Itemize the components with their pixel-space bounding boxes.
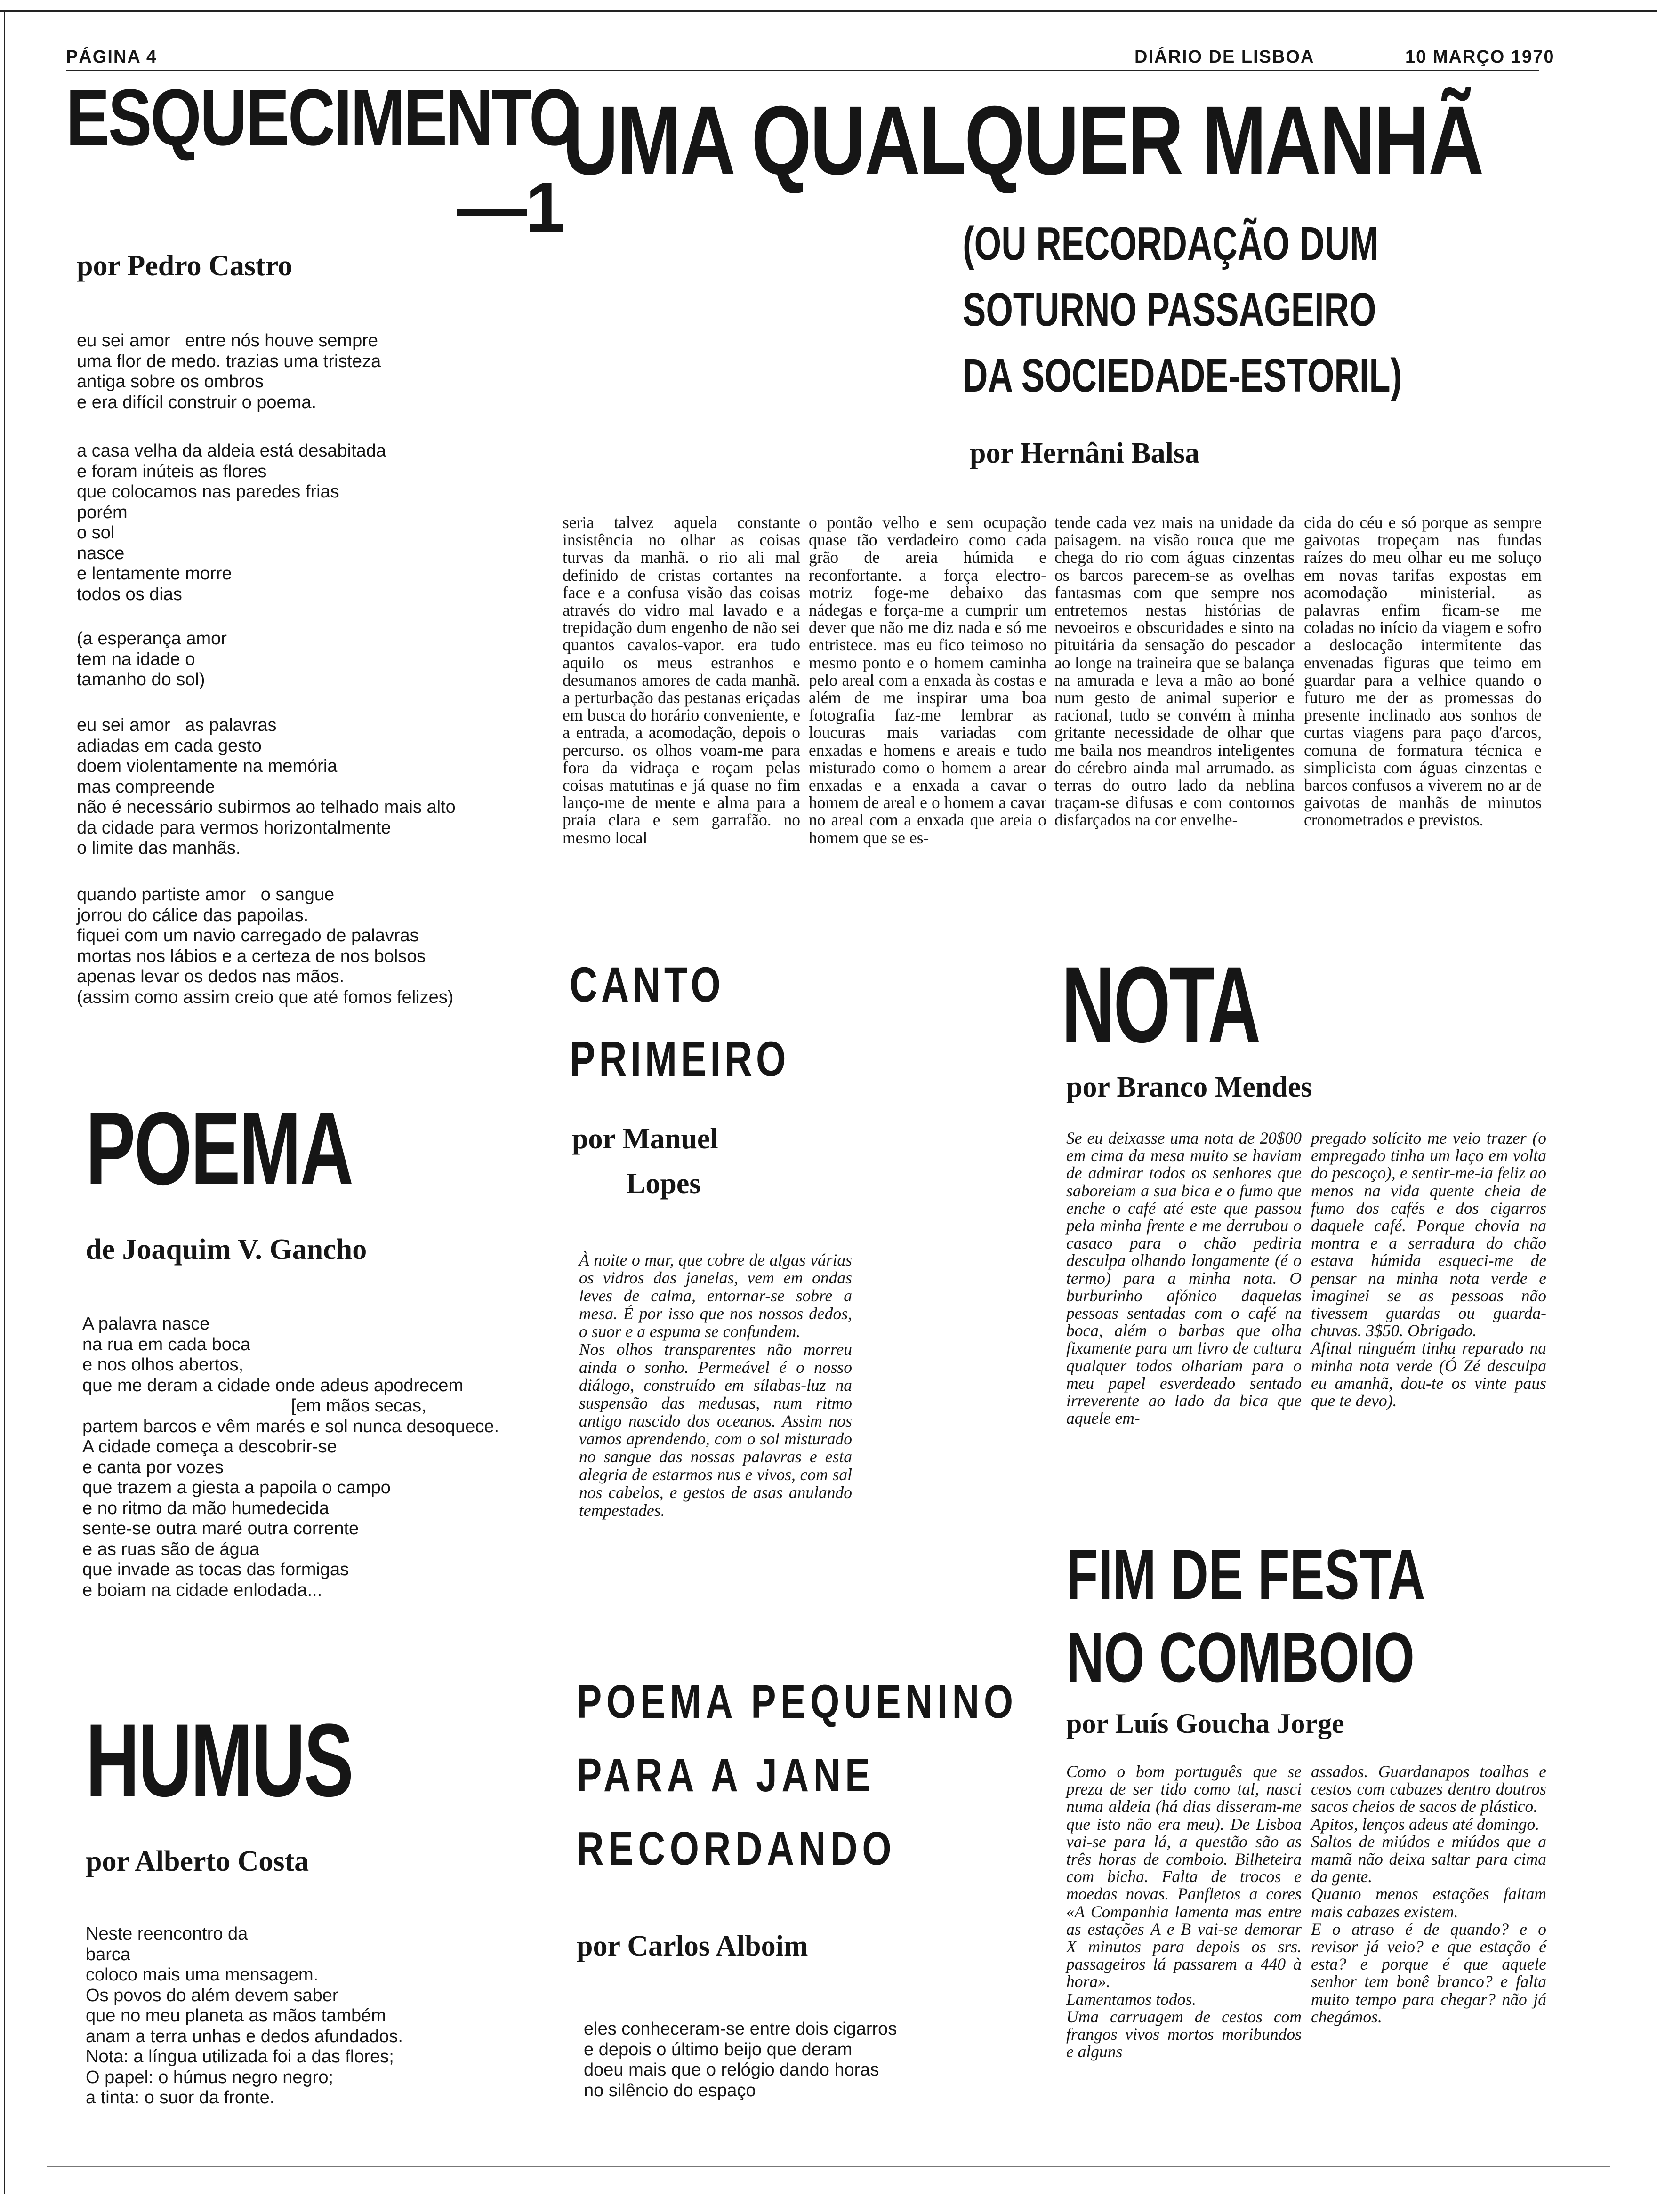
header-rule bbox=[66, 70, 1539, 71]
manha-column-4: cida do céu e só porque as sempre gaivotas tropeçam nas fundas raízes do meu olhar eu me soluço em novas tarifas expostas em acomodação ministerial. as palavras enfim ficam-se me coladas no início da viagem e sofro a deslocação intermitente das envenadas figuras que teimo em guardar para a velhice quando o futuro me der as promessas do presente inclinado aos sonhos de curtas viagens para paço d'arcos, comuna de formatura técnica e simplicista com águas cinzentas e barcos confusos a viverem no ar de gaivotas de manhãs de minutos cronometrados e previstos. bbox=[1304, 513, 1542, 830]
pequenino-title-2: PARA A JANE bbox=[577, 1749, 875, 1802]
newspaper-name: DIÁRIO DE LISBOA bbox=[1134, 47, 1315, 67]
poema-title: POEMA bbox=[86, 1090, 353, 1206]
esquecimento-stanza-3: (a esperança amor tem na idade o tamanho do sol) bbox=[77, 629, 227, 689]
page-number: PÁGINA 4 bbox=[66, 47, 158, 67]
esquecimento-stanza-2: a casa velha da aldeia está desabitada e foram inúteis as flores que colocamos nas paredes frias porém o sol nasce e lentamente morre todos os dias bbox=[77, 441, 386, 604]
issue-date: 10 MARÇO 1970 bbox=[1405, 47, 1555, 67]
esquecimento-title-number: —1 bbox=[457, 168, 563, 247]
esquecimento-stanza-5: quando partiste amor o sangue jorrou do cálice das papoilas. fiquei com um navio carregado de palavras mortas nos lábios e a certeza de nos bolsos apenas levar os dedos nas mãos. (assim como assim creio que até fomos felizes) bbox=[77, 885, 454, 1007]
nota-byline: por Branco Mendes bbox=[1066, 1071, 1312, 1103]
nota-title: NOTA bbox=[1062, 944, 1260, 1065]
left-border bbox=[4, 10, 5, 2194]
pequenino-title-1: POEMA PEQUENINO bbox=[577, 1675, 1018, 1728]
festa-column-2: assados. Guardanapos toalhas e cestos com cabazes dentro doutros sacos cheios de sacos de plástico. Apitos, lenços adeus até domingo. Saltos de miúdos e miúdos que a mamã não deixa saltar para cima da gente. Quanto menos estações faltam mais cabazes existem. E o atraso é de quando? e o revisor já veio? e que estação é esta? e porque é que aquele senhor tem bonê branco? e falta muito tempo para chegar? não já chegámos. bbox=[1311, 1762, 1546, 2026]
esquecimento-title: ESQUECIMENTO bbox=[66, 73, 579, 162]
manha-title: UMA QUALQUER MANHÃ bbox=[563, 86, 1483, 195]
nota-column-2: pregado solícito me veio trazer (o empregado tinha um laço em volta do pescoço), e sentir-me-ia feliz ao menos na vida quente cheia de fumo dos cafés e dos cigarros daquele café. Porque chovia na montra e a serradura do chão estava húmida esqueci-me de pensar na minha nota verde e imaginei se as pessoas não tivessem guardas ou guarda-chuvas. 3$50. Obrigado. Afinal ninguém tinha reparado na minha nota verde (Ó Zé desculpa eu amanhã, dou-te os vinte paus que te devo). bbox=[1311, 1129, 1546, 1411]
canto-text: À noite o mar, que cobre de algas várias os vidros das janelas, vem em ondas leves de calma, entornar-se sobre a mesa. É por isso que nos nossos dedos, o suor e a espuma se confundem. Nos olhos transparentes não morreu ainda o sonho. Permeável é o nosso diálogo, construído em sílabas-luz na suspensão das medusas, num ritmo antigo nascido dos oceanos. Assim nos vamos aprendendo, com o sol misturado no sangue das nossas palavras e esta alegria de estarmos nus e vivos, com sal nos cabelos, e gestos de asas anulando tempestades. bbox=[579, 1250, 852, 1520]
nota-column-1: Se eu deixasse uma nota de 20$00 em cima da mesa muito se haviam de admirar todos os senhores que saboreiam a sua bica e o fumo que enche o café até este que passou pela minha frente e me derrubou o casaco para o chão pediria desculpa olhando longamente (é o termo) para a minha nota. O burburinho afónico daquelas pessoas sentadas com o café na boca, além o barbas que olha fixamente para um livro de cultura qualquer todos olhariam para o meu papel esverdeado sentado irreverente ao lado da bica que aquele em- bbox=[1066, 1129, 1302, 1428]
canto-title-1: CANTO bbox=[570, 957, 724, 1012]
pequenino-byline: por Carlos Alboim bbox=[577, 1930, 808, 1962]
manha-column-1: seria talvez aquela constante insistência no olhar as coisas turvas da manhã. o rio ali mal definido de cristas cortantes na face e a confusa visão das coisas através do vidro mal lavado e a trepidação dum engenho de não sei quantos cavalos-vapor. era tudo aquilo os meus estranhos e desumanos amores de cada manhã. a perturbação das pestanas eriçadas em busca do horário conveniente, e a entrada, a acomodação, depois o percurso. os olhos voam-me para fora da vidraça e roçam pelas coisas matutinas e já quase no fim lanço-me de mente e alma para a praia clara e sem garrafão. no mesmo local bbox=[563, 513, 800, 847]
esquecimento-stanza-4: eu sei amor as palavras adiadas em cada gesto doem violentamente na memória mas compreende não é necessário subirmos ao telhado mais alto da cidade para vermos horizontalmente o limite das manhãs. bbox=[77, 715, 456, 858]
poema-byline: de Joaquim V. Gancho bbox=[86, 1234, 367, 1266]
manha-column-3: tende cada vez mais na unidade da paisagem. na visão rouca que me chega do rio com águas cinzentas os barcos parecem-se as ovelhas fantasmas com que sempre nos entretemos nestas histórias de nevoeiros e obscuridades e sinto na pituitária da sensação do pescador ao longe na traineira que se balança na amurada e leva a mão ao boné num gesto de animal superior e racional, tudo se convém à minha gritante necessidade de olhar que me baila nos meandros inteligentes do cérebro ainda mal arrumado. as terras do outro lado da neblina traçam-se difusas e com contornos disfarçados na cor envelhe- bbox=[1054, 513, 1295, 830]
humus-title: HUMUS bbox=[86, 1702, 353, 1818]
canto-byline-1: por Manuel bbox=[572, 1123, 718, 1155]
festa-column-1: Como o bom português que se preza de ser tido como tal, nasci numa aldeia (há dias disseram-me que isto não era meu). De Lisboa vai-se para lá, a questão são as três horas de comboio. Bilheteira com bicha. Falta de trocos e moedas novas. Panfletos a cores «A Companhia lamenta mas entre as estações A e B vai-se demorar X minutos para depois os srs. passageiros lá passarem a 440 à hora». Lamentamos todos. Uma carruagem de cestos com frangos vivos mortos moribundos e alguns bbox=[1066, 1762, 1302, 2061]
esquecimento-byline: por Pedro Castro bbox=[77, 250, 293, 282]
pequenino-title-3: RECORDANDO bbox=[577, 1822, 896, 1875]
manha-subtitle-2: SOTURNO PASSAGEIRO bbox=[963, 283, 1376, 336]
esquecimento-stanza-1: eu sei amor entre nós houve sempre uma flor de medo. trazias uma tristeza antiga sobre os ombros e era difícil construir o poema. bbox=[77, 331, 381, 412]
pequenino-text: eles conheceram-se entre dois cigarros e depois o último beijo que deram doeu mais que o relógio dando horas no silêncio do espaço bbox=[584, 2019, 897, 2100]
bottom-rule bbox=[47, 2166, 1610, 2167]
top-border bbox=[0, 10, 1657, 12]
manha-subtitle-1: (OU RECORDAÇÃO DUM bbox=[963, 217, 1379, 270]
manha-byline: por Hernâni Balsa bbox=[970, 437, 1200, 469]
festa-title-1: FIM DE FESTA bbox=[1066, 1535, 1425, 1614]
humus-text: Neste reencontro da barca coloco mais uma mensagem. Os povos do além devem saber que no meu planeta as mãos também anam a terra unhas e dedos afundados. Nota: a língua utilizada foi a das flores; O papel: o húmus negro negro; a tinta: o suor da fronte. bbox=[86, 1924, 403, 2108]
canto-byline-2: Lopes bbox=[626, 1168, 701, 1200]
humus-byline: por Alberto Costa bbox=[86, 1845, 309, 1877]
canto-title-2: PRIMEIRO bbox=[570, 1032, 790, 1087]
manha-column-2: o pontão velho e sem ocupação quase tão verdadeiro como cada grão de areia húmida e reconfortante. a força electro-motriz foge-me debaixo das nádegas e força-me a cumprir um dever que não me diz nada e só me entristece. mas eu fico teimoso no mesmo ponto e o homem caminha pelo areal com a enxada às costas e além de me inspirar uma boa fotografia faz-me lembrar as loucuras mais variadas com enxadas e homens e areais e tudo misturado como o homem a arear enxadas e a enxada a cavar o homem de areal e o homem a cavar no areal com a enxada que areia o homem que se es- bbox=[809, 513, 1046, 847]
festa-byline: por Luís Goucha Jorge bbox=[1066, 1708, 1344, 1739]
festa-title-2: NO COMBOIO bbox=[1066, 1618, 1415, 1697]
poema-text: A palavra nasce na rua em cada boca e nos olhos abertos, que me deram a cidade onde adeus apodrecem [em mãos secas, partem barcos e vêm marés e sol nunca desoquece. A cidade começa a descobrir-se e canta por vozes que trazem a giesta a papoila o campo e no ritmo da mão humedecida sente-se outra maré outra corrente e as ruas são de água que invade as tocas das formigas e boiam na cidade enlodada... bbox=[82, 1314, 499, 1600]
manha-subtitle-3: DA SOCIEDADE-ESTORIL) bbox=[963, 349, 1402, 402]
